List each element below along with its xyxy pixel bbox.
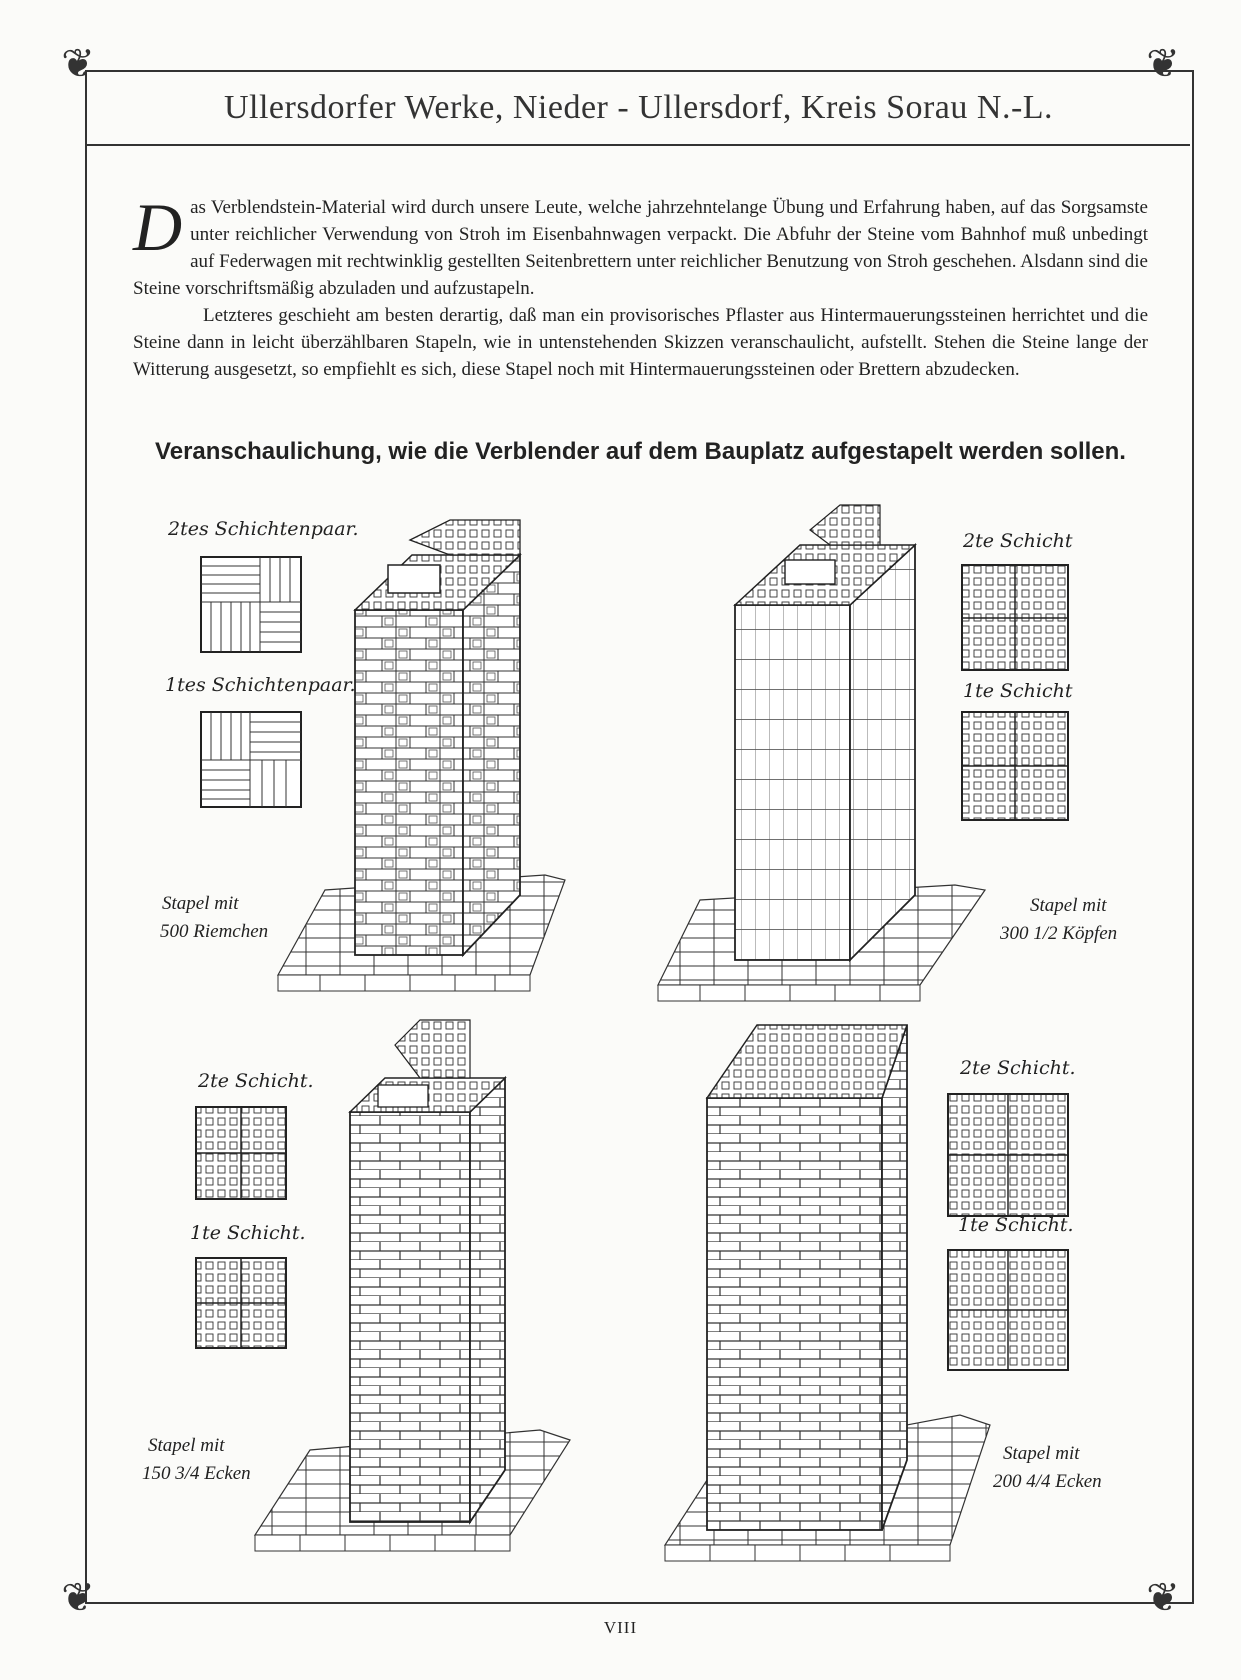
caption-vollecken-line1: Stapel mit <box>1003 1443 1080 1464</box>
stack-dreiviertel-drawing <box>255 1020 570 1551</box>
corner-ornament-icon: ❦ <box>61 41 95 86</box>
caption-vollecken <box>993 1440 1102 1496</box>
label-dreiviertel-2: 2te Schicht. <box>198 1070 314 1092</box>
corner-ornament-icon: ❦ <box>61 1575 95 1620</box>
label-riemchen-1: 1tes Schichtenpaar. <box>165 674 356 696</box>
caption-dreiviertel <box>142 1432 251 1488</box>
plan-dreiviertel-1 <box>196 1258 286 1348</box>
plan-riemchen-1 <box>201 712 301 807</box>
caption-dreiviertel-line2: 150 3/4 Ecken <box>142 1463 251 1484</box>
label-dreiviertel-1: 1te Schicht. <box>190 1222 306 1244</box>
label-koepfe-2: 2te Schicht <box>963 530 1073 552</box>
header-title: Ullersdorfer Werke, Nieder - Ullersdorf, Kreis Sorau N.-L. <box>223 89 1054 126</box>
caption-riemchen-line2: 500 Riemchen <box>160 921 269 942</box>
plan-koepfe-1 <box>962 712 1068 820</box>
caption-koepfe-line2: 300 1/2 Köpfen <box>1000 923 1118 944</box>
caption-riemchen-line1: Stapel mit <box>162 893 239 914</box>
caption-riemchen <box>160 890 268 946</box>
plan-dreiviertel-2 <box>196 1107 286 1199</box>
label-koepfe-1: 1te Schicht <box>963 680 1073 702</box>
drop-cap: D <box>133 189 183 265</box>
label-riemchen-2: 2tes Schichtenpaar. <box>168 518 359 540</box>
section-subtitle: Veranschaulichung, wie die Verblender auf dem Bauplatz aufgestapelt werden sollen. <box>155 438 1126 465</box>
label-vollecken-1: 1te Schicht. <box>958 1214 1074 1236</box>
intro-paragraph-2: Letzteres geschieht am besten derartig, daß man ein provisorisches Pflaster aus Hintermauerungssteinen herrichtet und die Steine dann in leicht überzählbaren Stapeln, wie in untenstehenden Skizzen veranschaulicht, aufstellt. Stehen die Steine lange der Witterung ausgesetzt, so empfiehlt es sich, diese Stapel noch mit Hintermauerungssteinen oder Brettern abzudecken. <box>133 305 1148 380</box>
corner-ornament-icon: ❦ <box>1146 1575 1180 1620</box>
caption-koepfe <box>1000 892 1117 948</box>
stack-riemchen-drawing <box>278 520 565 991</box>
plan-riemchen-2 <box>201 557 301 652</box>
plan-vollecken-2 <box>948 1094 1068 1216</box>
caption-koepfe-line1: Stapel mit <box>1030 895 1107 916</box>
plan-vollecken-1 <box>948 1250 1068 1370</box>
stack-vollecken-drawing <box>665 1025 990 1561</box>
corner-ornament-icon: ❦ <box>1146 41 1180 86</box>
stack-koepfe-drawing <box>658 505 985 1001</box>
plan-koepfe-2 <box>962 565 1068 670</box>
caption-vollecken-line2: 200 4/4 Ecken <box>993 1471 1102 1492</box>
label-vollecken-2: 2te Schicht. <box>960 1057 1076 1079</box>
caption-dreiviertel-line1: Stapel mit <box>148 1435 225 1456</box>
intro-paragraph-1: as Verblendstein-Material wird durch unsere Leute, welche jahrzehntelange Übung und Erfahrung haben, auf das Sorgsamste unter reichlicher Verwendung von Stroh im Eisenbahnwagen verpackt. Die Abfuhr der Steine vom Bahnhof muß unbedingt auf Federwagen mit rechtwinklig gestellten Seitenbrettern unter reichlicher Benutzung von Stroh geschehen. Alsdann sind die Steine vorschriftsmäßig abzuladen und aufzustapeln. <box>133 197 1148 299</box>
page-number: VIII <box>603 1618 638 1637</box>
